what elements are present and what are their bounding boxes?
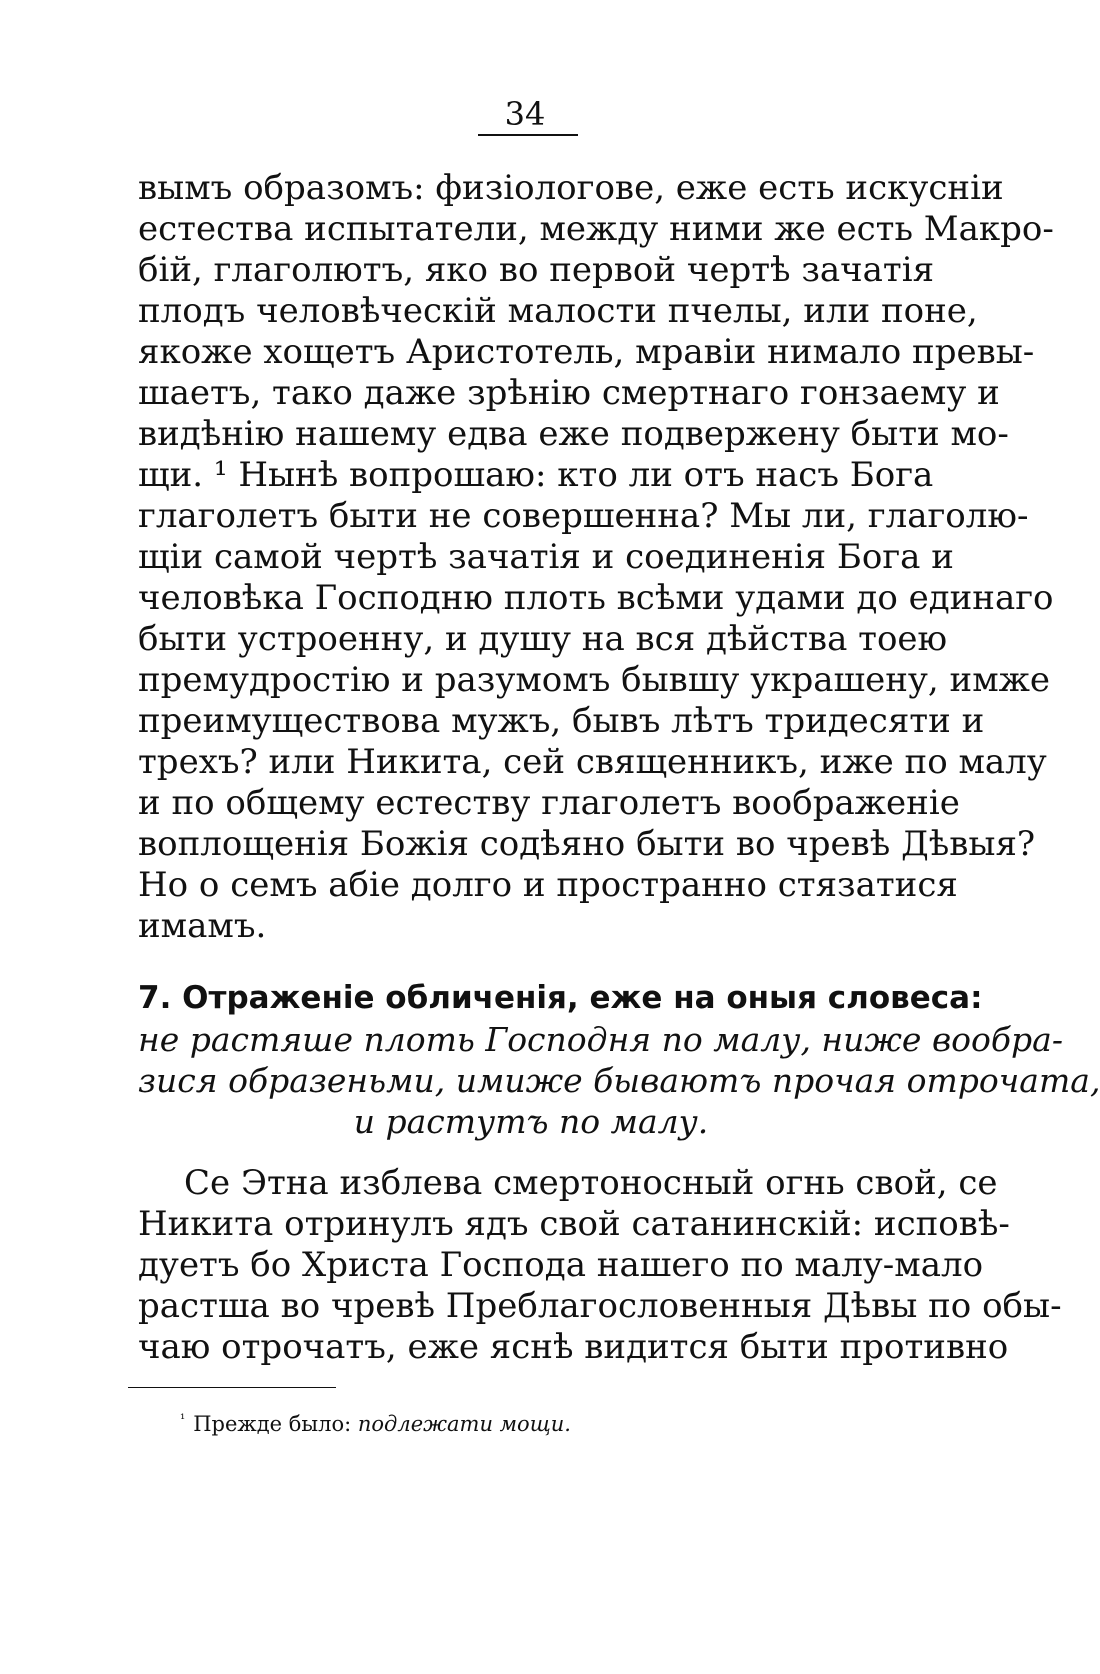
text-line: естества испытатели, между ними же есть Макро- <box>138 209 1054 249</box>
page-number: 34 <box>504 95 546 133</box>
footnote-mark: ¹ <box>180 1412 186 1427</box>
heading-subtitle-line: не растяше плоть Господня по малу, ниже вообра- <box>138 1020 1063 1059</box>
text-line: Се Этна изблева смертоносный огнь свой, се <box>184 1163 998 1203</box>
text-line: трехъ? или Никита, сей священникъ, иже по малу <box>138 742 1047 782</box>
footnote-text: Прежде было: <box>193 1412 352 1436</box>
text-line: имамъ. <box>138 906 267 946</box>
page-number-rule <box>478 134 578 136</box>
text-line: дуетъ бо Христа Господа нашего по малу-мало <box>138 1245 984 1285</box>
paragraph-2 <box>138 1163 1062 1368</box>
text-line: и по общему естеству глаголетъ воображеніе <box>138 783 960 823</box>
heading-subtitle-line: зися образеньми, имиже бываютъ прочая отрочата, <box>138 1061 1100 1100</box>
text-line: плодъ человѣческій малости пчелы, или поне, <box>138 291 978 331</box>
text-line: растша во чревѣ Преблагословенныя Дѣвы по обы- <box>138 1286 1062 1326</box>
text-line: быти устроенну, и душу на вся дѣйства тоею <box>138 619 948 659</box>
text-line: чаю отрочатъ, еже яснѣ видится быти противно <box>138 1327 1009 1367</box>
paragraph-1 <box>138 168 1054 947</box>
text-line: Никита отринулъ ядъ свой сатанинскій: исповѣ- <box>138 1204 1010 1244</box>
text-line: бій, глаголютъ, яко во первой чертѣ зачатія <box>138 250 935 290</box>
text-line: шаетъ, тако даже зрѣнію смертнаго гонзаему и <box>138 373 1000 413</box>
text-line: премудростію и разумомъ бывшу украшену, имже <box>138 660 1051 700</box>
heading-title: 7. Отраженіе обличенія, еже на оныя словеса: <box>138 980 983 1016</box>
text-line: щіи самой чертѣ зачатія и соединенія Бога и <box>138 537 954 577</box>
heading-subtitle-line: и растутъ по малу. <box>353 1102 709 1141</box>
text-line: вымъ образомъ: физіологове, еже есть искусніи <box>138 168 1004 208</box>
text-line: щи. ¹ Нынѣ вопрошаю: кто ли отъ насъ Бога <box>138 455 934 495</box>
section-heading <box>138 978 1100 1142</box>
text-line: Но о семъ абіе долго и пространно стязатися <box>138 865 958 905</box>
text-line: человѣка Господню плоть всѣми удами до единаго <box>138 578 1054 618</box>
text-line: воплощенія Божія содѣяно быти во чревѣ Дѣвыя? <box>138 824 1036 864</box>
text-line: преимуществова мужъ, бывъ лѣтъ тридесяти и <box>138 701 985 741</box>
footnote <box>180 1406 571 1438</box>
text-line: видѣнію нашему едва еже подвержену быти мо- <box>138 414 1009 454</box>
footnote-rule <box>128 1387 336 1388</box>
text-line: якоже хощетъ Аристотель, мравіи нимало превы- <box>138 332 1035 372</box>
footnote-italic: подлежати мощи. <box>357 1412 571 1436</box>
text-line: глаголетъ быти не совершенна? Мы ли, глаголю- <box>138 496 1029 536</box>
